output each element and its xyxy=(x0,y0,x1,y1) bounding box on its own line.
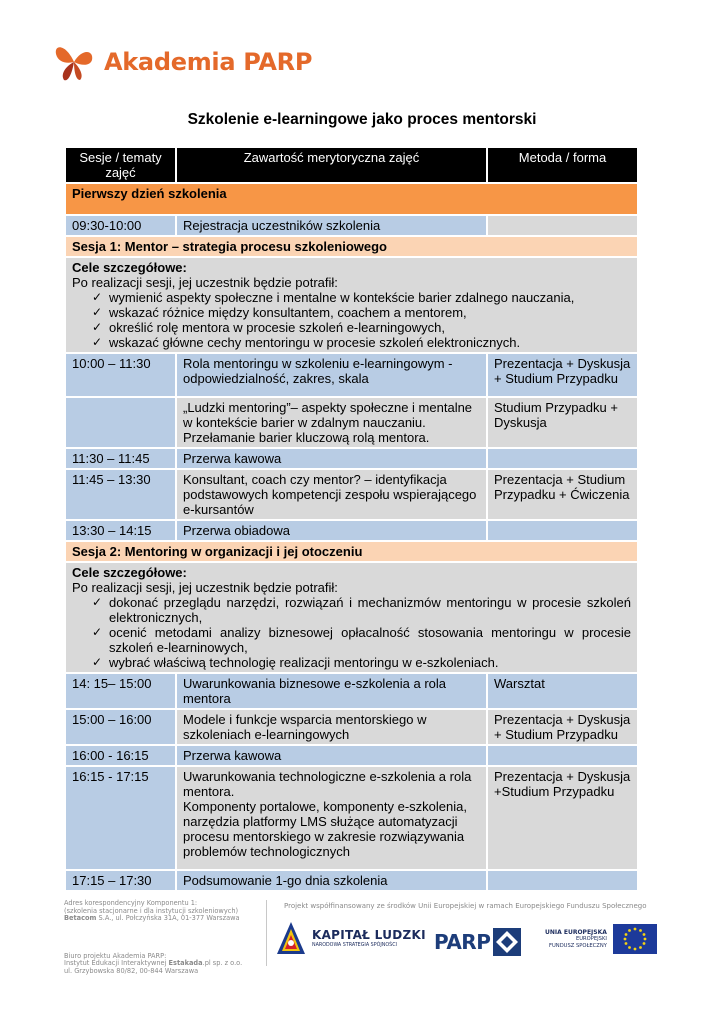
time-cell: 17:15 – 17:30 xyxy=(65,870,176,891)
table-row xyxy=(65,469,638,520)
goals-cell xyxy=(65,562,638,673)
time-cell xyxy=(65,397,176,448)
time-cell: 16:15 - 17:15 xyxy=(65,766,176,870)
footer-text: Biuro projektu Akademia PARP: xyxy=(64,951,167,960)
check-icon: ✓ xyxy=(92,305,103,319)
kapital-subtitle: NARODOWA STRATEGIA SPÓJNOŚCI xyxy=(312,943,397,948)
content-cell: Przerwa kawowa xyxy=(176,745,487,766)
content-cell: Konsultant, coach czy mentor? – identyfikacja podstawowych kompetencji zespołu wspierającego e-kursantów xyxy=(176,469,487,520)
goals-intro: Po realizacji sesji, jej uczestnik będzie potrafił: xyxy=(72,275,338,290)
content-cell: Rola mentoringu w szkoleniu e-learningowym - odpowiedzialność, zakres, skala xyxy=(176,353,487,397)
check-icon: ✓ xyxy=(92,655,103,669)
content-cell: Podsumowanie 1-go dnia szkolenia xyxy=(176,870,487,891)
goals-intro: Po realizacji sesji, jej uczestnik będzie potrafił: xyxy=(72,580,338,595)
table-row xyxy=(65,766,638,870)
kapital-title: KAPITAŁ LUDZKI xyxy=(312,928,426,942)
logo-text: Akademia PARP xyxy=(104,48,313,76)
goals-title: Cele szczegółowe: xyxy=(72,260,187,275)
time-cell: 13:30 – 14:15 xyxy=(65,520,176,541)
check-icon: ✓ xyxy=(92,335,103,349)
method-cell xyxy=(487,448,638,469)
eu-sub: FUNDUSZ SPOŁECZNY xyxy=(549,942,607,949)
kapital-ludzki-logo xyxy=(276,921,426,955)
footer-text: (szkolenia stacjonarne i dla instytucji szkoleniowych) xyxy=(64,906,239,915)
content-cell: „Ludzki mentoring”– aspekty społeczne i mentalne w kontekście barier w zdalnym nauczaniu. Przełamanie barier kluczową rolą mentora. xyxy=(176,397,487,448)
goals-row xyxy=(65,562,638,673)
check-icon: ✓ xyxy=(92,595,103,609)
time-cell: 14: 15– 15:00 xyxy=(65,673,176,709)
footer-text: Instytut Edukacji Interaktywnej Estakada.pl sp. z o.o. xyxy=(64,959,243,968)
check-icon: ✓ xyxy=(92,290,103,304)
method-cell xyxy=(487,745,638,766)
list-item: ✓ wybrać właściwą technologię realizacji mentoringu w e-szkoleniach. xyxy=(92,655,499,670)
method-cell: Warsztat xyxy=(487,673,638,709)
goals-title: Cele szczegółowe: xyxy=(72,565,187,580)
table-row xyxy=(65,870,638,891)
check-icon: ✓ xyxy=(92,320,103,334)
content-cell: Przerwa obiadowa xyxy=(176,520,487,541)
method-cell: Prezentacja + Dyskusja + Studium Przypadku xyxy=(487,709,638,745)
content-cell: Modele i funkcje wsparcia mentorskiego w szkoleniach e-learningowych xyxy=(176,709,487,745)
time-cell: 11:30 – 11:45 xyxy=(65,448,176,469)
butterfly-icon xyxy=(52,40,96,84)
content-cell: Uwarunkowania biznesowe e-szkolenia a rola mentora xyxy=(176,673,487,709)
time-cell: 10:00 – 11:30 xyxy=(65,353,176,397)
content-cell: Rejestracja uczestników szkolenia xyxy=(176,215,487,236)
session-row xyxy=(65,236,638,257)
table-row xyxy=(65,673,638,709)
eu-title: UNIA EUROPEJSKA xyxy=(545,929,607,937)
parp-mark-icon xyxy=(493,928,521,956)
day-label: Pierwszy dzień szkolenia xyxy=(65,183,638,215)
list-item: ✓ wskazać różnice między konsultantem, coachem a mentorem, xyxy=(92,305,467,320)
document-title: Szkolenie e-learningowe jako proces mentorski xyxy=(187,111,537,128)
column-header: Metoda / forma xyxy=(487,147,638,183)
eu-flag-icon xyxy=(613,924,657,954)
table-row xyxy=(65,745,638,766)
session-title: Sesja 2: Mentoring w organizacji i jej otoczeniu xyxy=(65,541,638,562)
table-row xyxy=(65,709,638,745)
time-cell: 16:00 - 16:15 xyxy=(65,745,176,766)
list-item: ✓ wskazać główne cechy mentoringu w procesie szkoleń elektronicznych. xyxy=(92,335,521,350)
footer-text: Betacom S.A., ul. Połczyńska 31A, 01-377 Warszawa xyxy=(64,914,240,923)
time-cell: 15:00 – 16:00 xyxy=(65,709,176,745)
parp-text: PARP xyxy=(434,930,491,954)
table-row xyxy=(65,397,638,448)
session-row xyxy=(65,541,638,562)
eu-logo xyxy=(545,924,657,954)
method-cell: Prezentacja + Dyskusja +Studium Przypadku xyxy=(487,766,638,870)
table-row xyxy=(65,520,638,541)
footer-divider xyxy=(266,900,267,966)
time-cell: 09:30-10:00 xyxy=(65,215,176,236)
content-cell: Uwarunkowania technologiczne e-szkolenia a rola mentora. Komponenty portalowe, komponenty e-szkolenia, narzędzia platformy LMS służące automatyzacji procesu mentorskiego w zakresie rozwiązywania problemów technologicznych xyxy=(176,766,487,870)
goals-cell xyxy=(65,257,638,353)
content-cell: Przerwa kawowa xyxy=(176,448,487,469)
eu-sub: EUROPEJSKI xyxy=(575,936,607,943)
list-item: ✓ określić rolę mentora w procesie szkoleń e-learningowych, xyxy=(92,320,445,335)
method-cell: Studium Przypadku + Dyskusja xyxy=(487,397,638,448)
table-row xyxy=(65,448,638,469)
column-header: Zawartość merytoryczna zajęć xyxy=(176,147,487,183)
method-cell: Prezentacja + Studium Przypadku + Ćwiczenia xyxy=(487,469,638,520)
goals-row xyxy=(65,257,638,353)
list-item: ✓ ocenić metodami analizy biznesowej opłacalność stosowania mentoringu w procesie szkoleń e-learninowych, xyxy=(92,625,631,655)
table-header-row xyxy=(65,147,638,183)
list-item: ✓ dokonać przeglądu narzędzi, rozwiązań i mechanizmów mentoringu w procesie szkoleń elektronicznych, xyxy=(92,595,631,625)
method-cell xyxy=(487,215,638,236)
footer-text: ul. Grzybowska 80/82, 00-844 Warszawa xyxy=(64,966,199,975)
akademia-parp-logo xyxy=(52,40,312,84)
goals-list xyxy=(72,290,631,350)
session-title: Sesja 1: Mentor – strategia procesu szkoleniowego xyxy=(65,236,638,257)
check-icon: ✓ xyxy=(92,625,103,639)
goals-list xyxy=(72,595,631,670)
method-cell xyxy=(487,520,638,541)
time-cell: 11:45 – 13:30 xyxy=(65,469,176,520)
footer-addresses xyxy=(64,900,242,976)
method-cell: Prezentacja + Dyskusja + Studium Przypadku xyxy=(487,353,638,397)
method-cell xyxy=(487,870,638,891)
column-header: Sesje / tematy zajęć xyxy=(65,147,176,183)
table-row xyxy=(65,353,638,397)
schedule-table xyxy=(64,146,639,892)
kapital-ludzki-icon xyxy=(276,921,306,955)
list-item: ✓ wymienić aspekty społeczne i mentalne w kontekście barier zdalnego nauczania, xyxy=(92,290,575,305)
day-row xyxy=(65,183,638,215)
project-note: Projekt współfinansowany ze środków Unii Europejskiej w ramach Europejskiego Funduszu Społecznego xyxy=(284,902,647,910)
footer-text: Adres korespondencyjny Komponentu 1: xyxy=(64,899,198,907)
parp-logo xyxy=(434,928,521,956)
table-row xyxy=(65,215,638,236)
